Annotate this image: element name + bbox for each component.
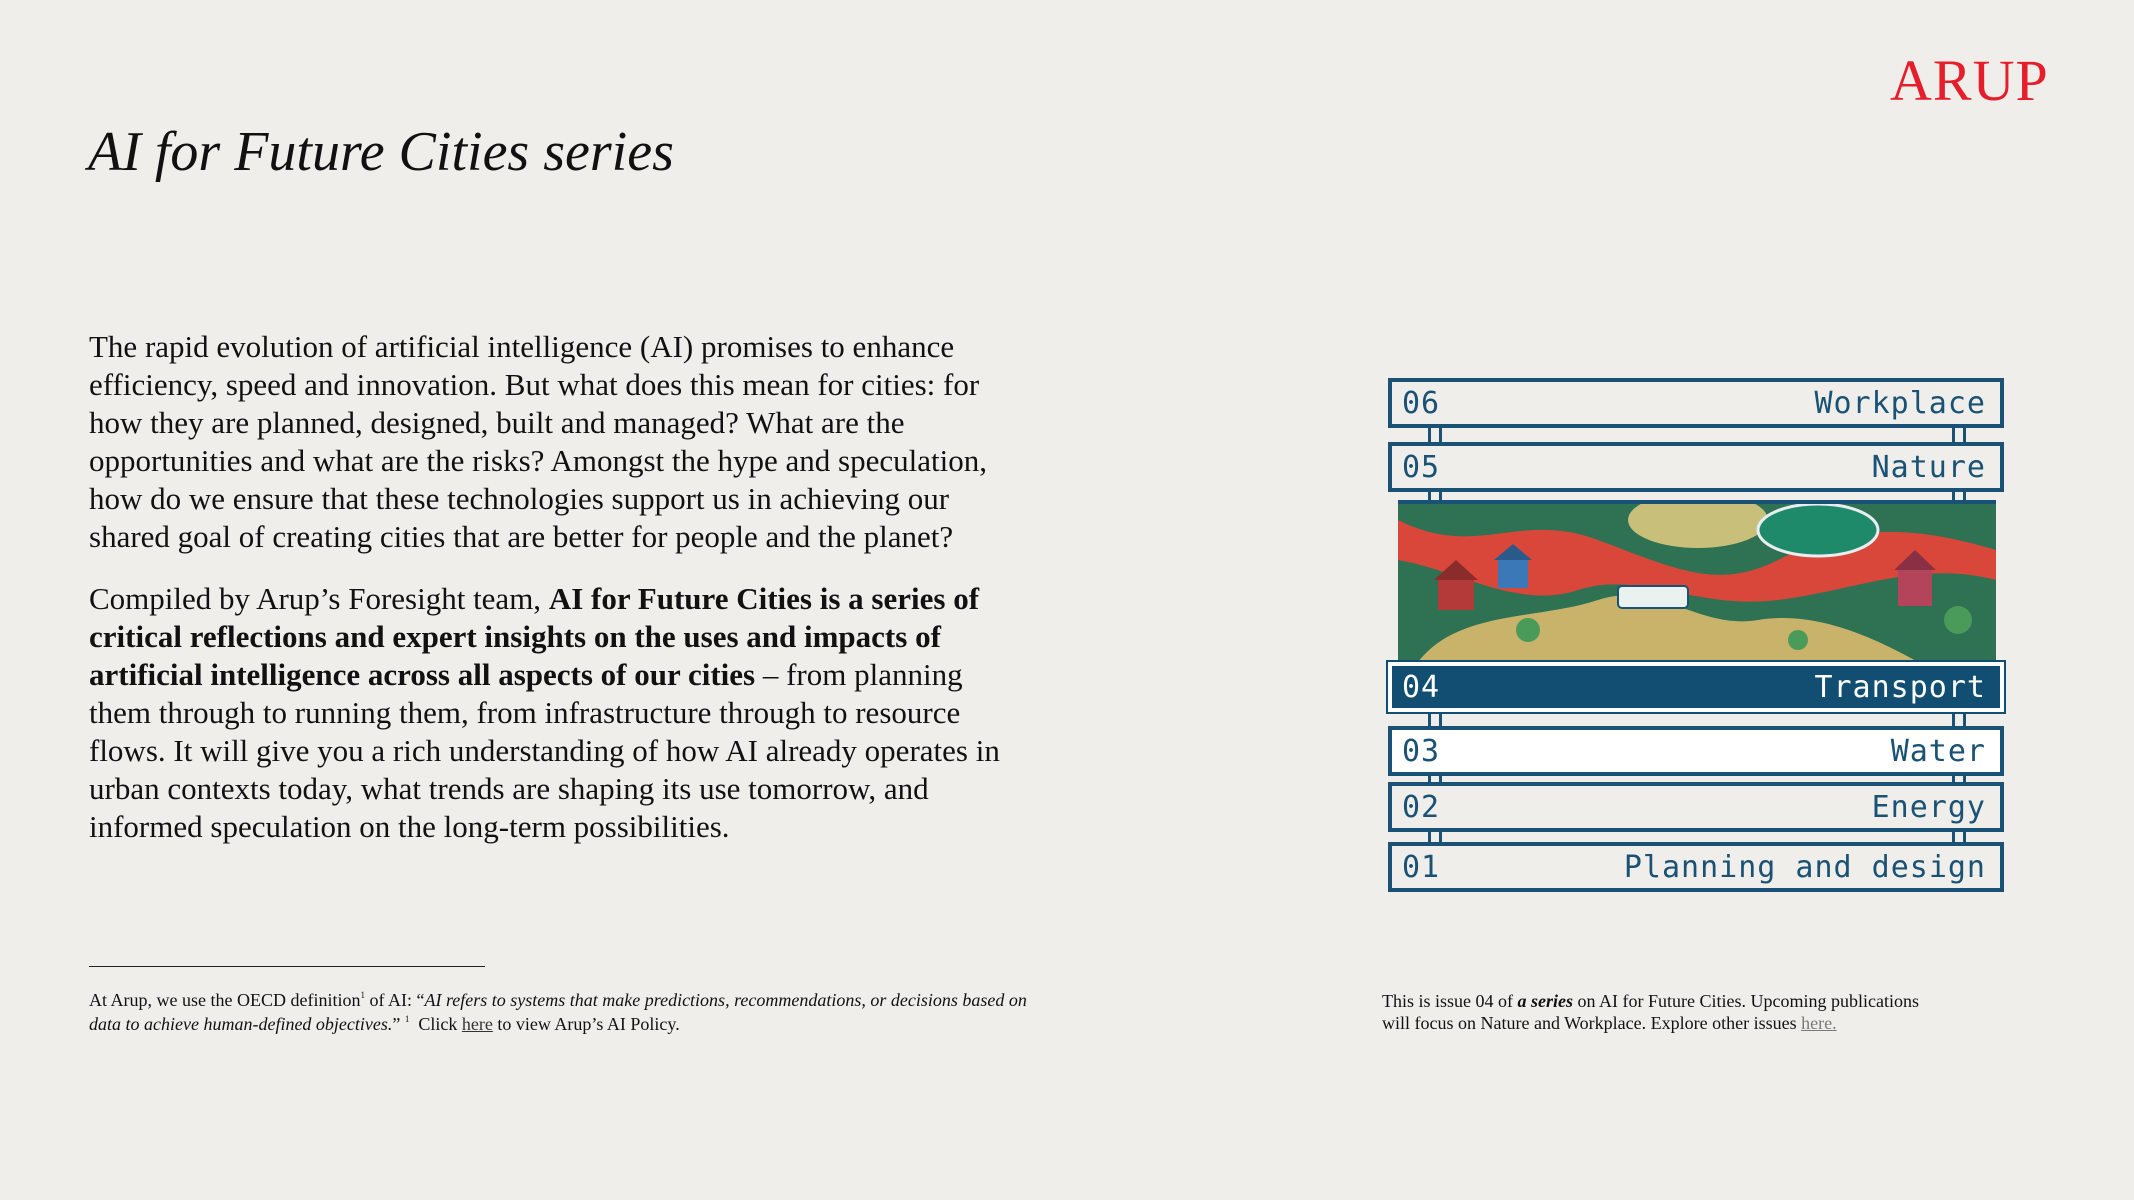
issue-number: 04 bbox=[1402, 669, 1441, 705]
paragraph-2-bold: AI for Future Cities is a series of critical reflections and expert insights on the uses and impacts of artificial intelligence across all aspects of our cities bbox=[89, 581, 980, 692]
footnote-definition: AI refers to systems that make predictions, recommendations, or decisions based on data to achieve human-defined objectives. bbox=[89, 990, 1027, 1034]
explore-issues-link[interactable]: here. bbox=[1801, 1013, 1837, 1033]
issue-01-planning-and-design[interactable] bbox=[1388, 842, 2004, 892]
intro-paragraph-2 bbox=[89, 580, 1029, 846]
intro-text bbox=[89, 328, 1029, 870]
footnote bbox=[89, 988, 1049, 1036]
transport-illustration bbox=[1398, 500, 1996, 662]
issue-number: 03 bbox=[1402, 733, 1441, 769]
footnote-middle: of AI: “ bbox=[364, 990, 425, 1010]
issue-label: Planning and design bbox=[1623, 849, 1986, 885]
issue-04-transport[interactable] bbox=[1388, 662, 2004, 712]
issue-label: Water bbox=[1890, 733, 1986, 769]
footnote-divider bbox=[89, 966, 485, 967]
footnote-suffix: to view Arup’s AI Policy. bbox=[492, 1014, 680, 1034]
intro-paragraph-1: The rapid evolution of artificial intelligence (AI) promises to enhance efficiency, speed and innovation. But what does this mean for cities: for how they are planned, designed, built and managed? What are the opportunities and what are the risks? Amongst the hype and speculation, how do we ensure that these technologies support us in achieving our shared goal of creating cities that are better for people and the planet? bbox=[89, 329, 987, 554]
footnote-prefix: At Arup, we use the OECD definition bbox=[89, 990, 361, 1010]
ai-policy-link[interactable]: here bbox=[461, 1014, 493, 1034]
issue-note-emphasis: a series bbox=[1517, 991, 1574, 1011]
issue-stack bbox=[1388, 378, 2004, 898]
issue-note-middle: on AI for Future Cities. Upcoming publications will focus on Nature and Workplace. Explore other issues bbox=[1382, 991, 1919, 1033]
issue-number: 01 bbox=[1402, 849, 1441, 885]
issue-number: 06 bbox=[1402, 385, 1441, 421]
issue-05-nature[interactable] bbox=[1388, 442, 2004, 492]
paragraph-2-prefix: Compiled by Arup’s Foresight team, bbox=[89, 581, 549, 616]
paragraph-2-suffix: – from planning them through to running them, from infrastructure through to resource flows. It will give you a rich understanding of how AI already operates in urban contexts today, what trends are shaping its use tomorrow, and informed speculation on the long-term possibilities. bbox=[89, 657, 1000, 844]
issue-06-workplace[interactable] bbox=[1388, 378, 2004, 428]
footnote-click: Click bbox=[418, 1014, 462, 1034]
issue-number: 02 bbox=[1402, 789, 1441, 825]
issue-label: Nature bbox=[1871, 449, 1986, 485]
issue-label: Energy bbox=[1871, 789, 1986, 825]
footnote-close-quote: ” bbox=[392, 1014, 401, 1034]
issue-note bbox=[1382, 990, 1922, 1034]
footnote-ref-2: 1 bbox=[404, 1014, 410, 1024]
footnote-ref-1: 1 bbox=[360, 990, 365, 1000]
issue-number: 05 bbox=[1402, 449, 1441, 485]
issue-label: Transport bbox=[1814, 669, 1986, 705]
arup-logo[interactable]: ARUP bbox=[1890, 48, 2049, 113]
issue-03-water[interactable] bbox=[1388, 726, 2004, 776]
issue-label: Workplace bbox=[1814, 385, 1986, 421]
issue-note-prefix: This is issue 04 of bbox=[1382, 991, 1518, 1011]
issue-02-energy[interactable] bbox=[1388, 782, 2004, 832]
page-title: AI for Future Cities series bbox=[88, 121, 674, 183]
